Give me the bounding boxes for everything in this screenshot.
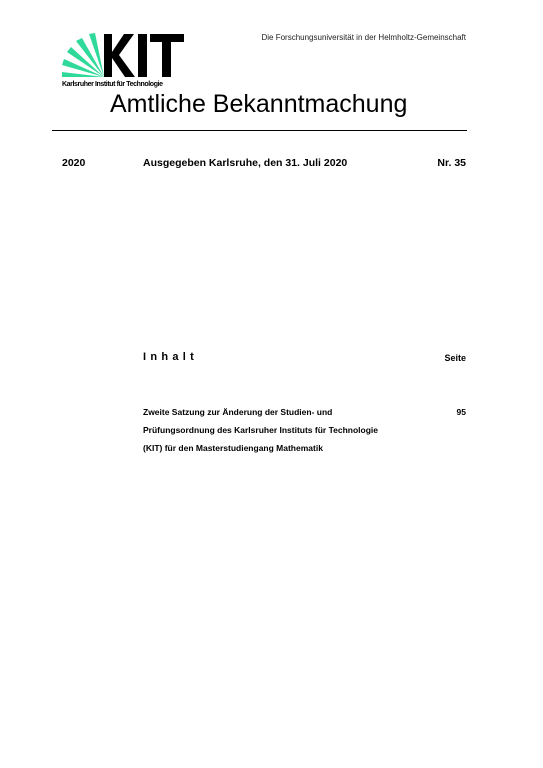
toc-entry-line: Prüfungsordnung des Karlsruher Instituts für Technologie — [143, 425, 379, 435]
header-divider — [52, 130, 467, 131]
toc-entry-line: Zweite Satzung zur Änderung der Studien- und — [143, 407, 333, 417]
issue-date: Ausgegeben Karlsruhe, den 31. Juli 2020 — [143, 157, 348, 169]
header-tagline: Die Forschungsuniversität in der Helmholtz-Gemeinschaft — [261, 33, 466, 42]
toc-page-label: Seite — [444, 353, 466, 363]
kit-logo — [62, 32, 190, 92]
kit-logo-mark — [62, 32, 190, 82]
issue-number: Nr. 35 — [437, 157, 466, 169]
toc-entry-line: (KIT) für den Masterstudiengang Mathematik — [143, 443, 323, 453]
logo-subtitle: Karlsruher Institut für Technologie — [62, 81, 163, 88]
toc-entry[interactable] — [143, 403, 443, 457]
toc-entry-page-number: 95 — [456, 407, 466, 417]
issue-year: 2020 — [62, 157, 86, 169]
toc-heading: Inhalt — [143, 351, 199, 363]
page-title: Amtliche Bekanntmachung — [110, 90, 408, 118]
